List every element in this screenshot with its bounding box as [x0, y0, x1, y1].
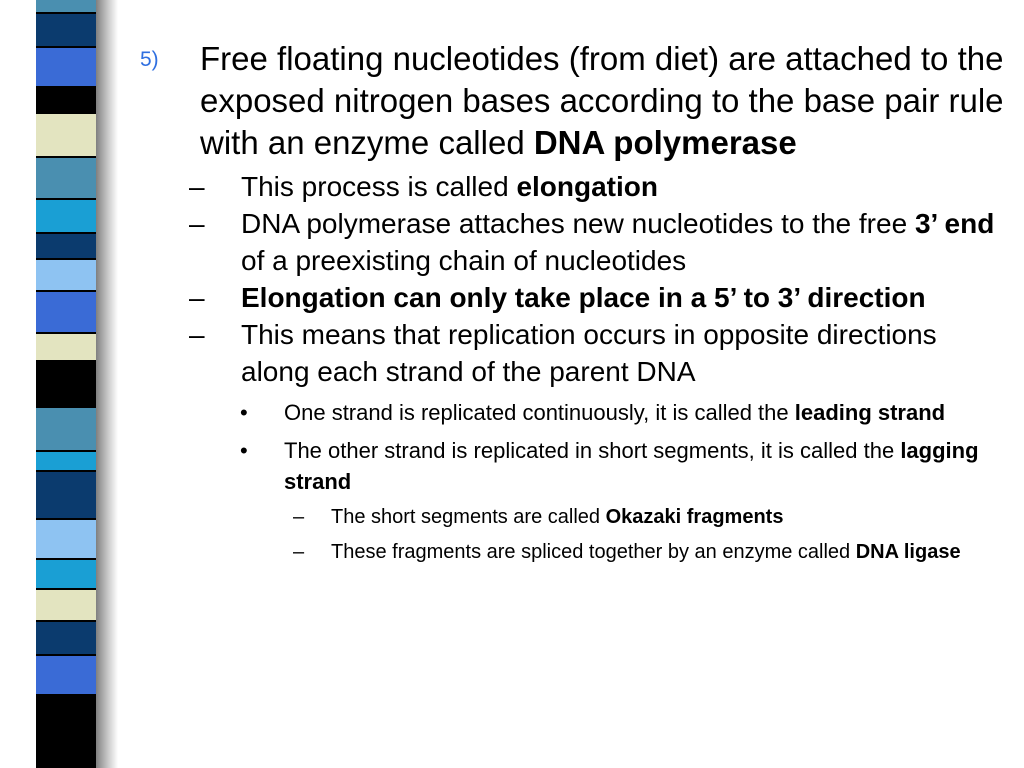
stripe-segment — [36, 520, 96, 558]
bullet-lagging-strand — [134, 435, 1004, 497]
stripe-segment — [36, 260, 96, 290]
stripe-segment — [36, 656, 96, 694]
stripe-segment — [36, 200, 96, 232]
dash-marker: – — [293, 541, 305, 563]
step-number-marker: 5) — [140, 48, 159, 71]
term-lagging-strand: lagging strand — [284, 438, 979, 494]
stripe-segment — [36, 88, 96, 112]
stripe-segment — [36, 48, 96, 86]
sub-bullet-text: The short segments are called — [331, 506, 606, 528]
sub-bullet-text: DNA polymerase attaches new nucleotides to the free — [241, 208, 915, 239]
sub-bullet-opposite-directions — [134, 316, 1004, 390]
sub-bullet-text-tail: of a preexisting chain of nucleotides — [241, 245, 687, 276]
stripe-segment — [36, 362, 96, 406]
dash-marker: – — [189, 319, 205, 350]
sub-bullet-okazaki — [134, 503, 1004, 532]
sub-bullet-polymerase-attaches — [134, 205, 1004, 279]
stripe-segment — [36, 234, 96, 258]
sub-bullet-text: This means that replication occurs in opposite directions along each strand of the parent DNA — [241, 319, 937, 387]
stripe-segment — [36, 114, 96, 156]
stripe-segment — [36, 452, 96, 470]
stripe-segment — [36, 622, 96, 654]
dot-marker: • — [240, 400, 248, 425]
term-okazaki-fragments: Okazaki fragments — [605, 506, 784, 528]
stripe-segment — [36, 590, 96, 620]
sub-bullet-text: This process is called — [241, 171, 517, 202]
dash-marker: – — [189, 208, 205, 239]
sub-bullet-text: These fragments are spliced together by an enzyme called — [331, 541, 856, 563]
dash-marker: – — [189, 171, 205, 202]
slide-content — [134, 38, 1004, 567]
term-dna-polymerase: DNA polymerase — [533, 124, 797, 161]
dash-marker: – — [293, 506, 305, 528]
stripe-segment — [36, 158, 96, 198]
sub-bullet-dna-ligase — [134, 538, 1004, 567]
bullet-leading-strand — [134, 397, 1004, 428]
dash-marker: – — [189, 282, 205, 313]
stripe-segment — [36, 334, 96, 360]
dot-marker: • — [240, 438, 248, 463]
term-elongation: elongation — [516, 171, 658, 202]
sub-bullet-elongation — [134, 168, 1004, 205]
term-elongation-direction: Elongation can only take place in a 5’ to 3’ direction — [241, 282, 926, 313]
stripe-segment — [36, 292, 96, 332]
stripe-segment — [36, 408, 96, 450]
stripe-segment — [36, 696, 96, 766]
stripe-segment — [36, 560, 96, 588]
decorative-stripe-bar — [0, 0, 118, 768]
stripe-segment — [36, 472, 96, 518]
stripe-column — [36, 0, 96, 768]
bullet-step-5 — [134, 38, 1004, 164]
bullet-text: One strand is replicated continuously, it is called the — [284, 400, 795, 425]
stripe-segment — [36, 0, 96, 12]
bullet-text: The other strand is replicated in short segments, it is called the — [284, 438, 901, 463]
term-3-prime-end: 3’ end — [914, 208, 995, 239]
term-leading-strand: leading strand — [794, 400, 946, 425]
stripe-shadow — [96, 0, 118, 768]
term-dna-ligase: DNA ligase — [855, 541, 961, 563]
step-5-text: Free floating nucleotides (from diet) are attached to the exposed nitrogen bases according to the base pair rule with an enzyme called — [200, 40, 1004, 161]
stripe-segment — [36, 14, 96, 46]
sub-bullet-direction — [134, 279, 1004, 316]
